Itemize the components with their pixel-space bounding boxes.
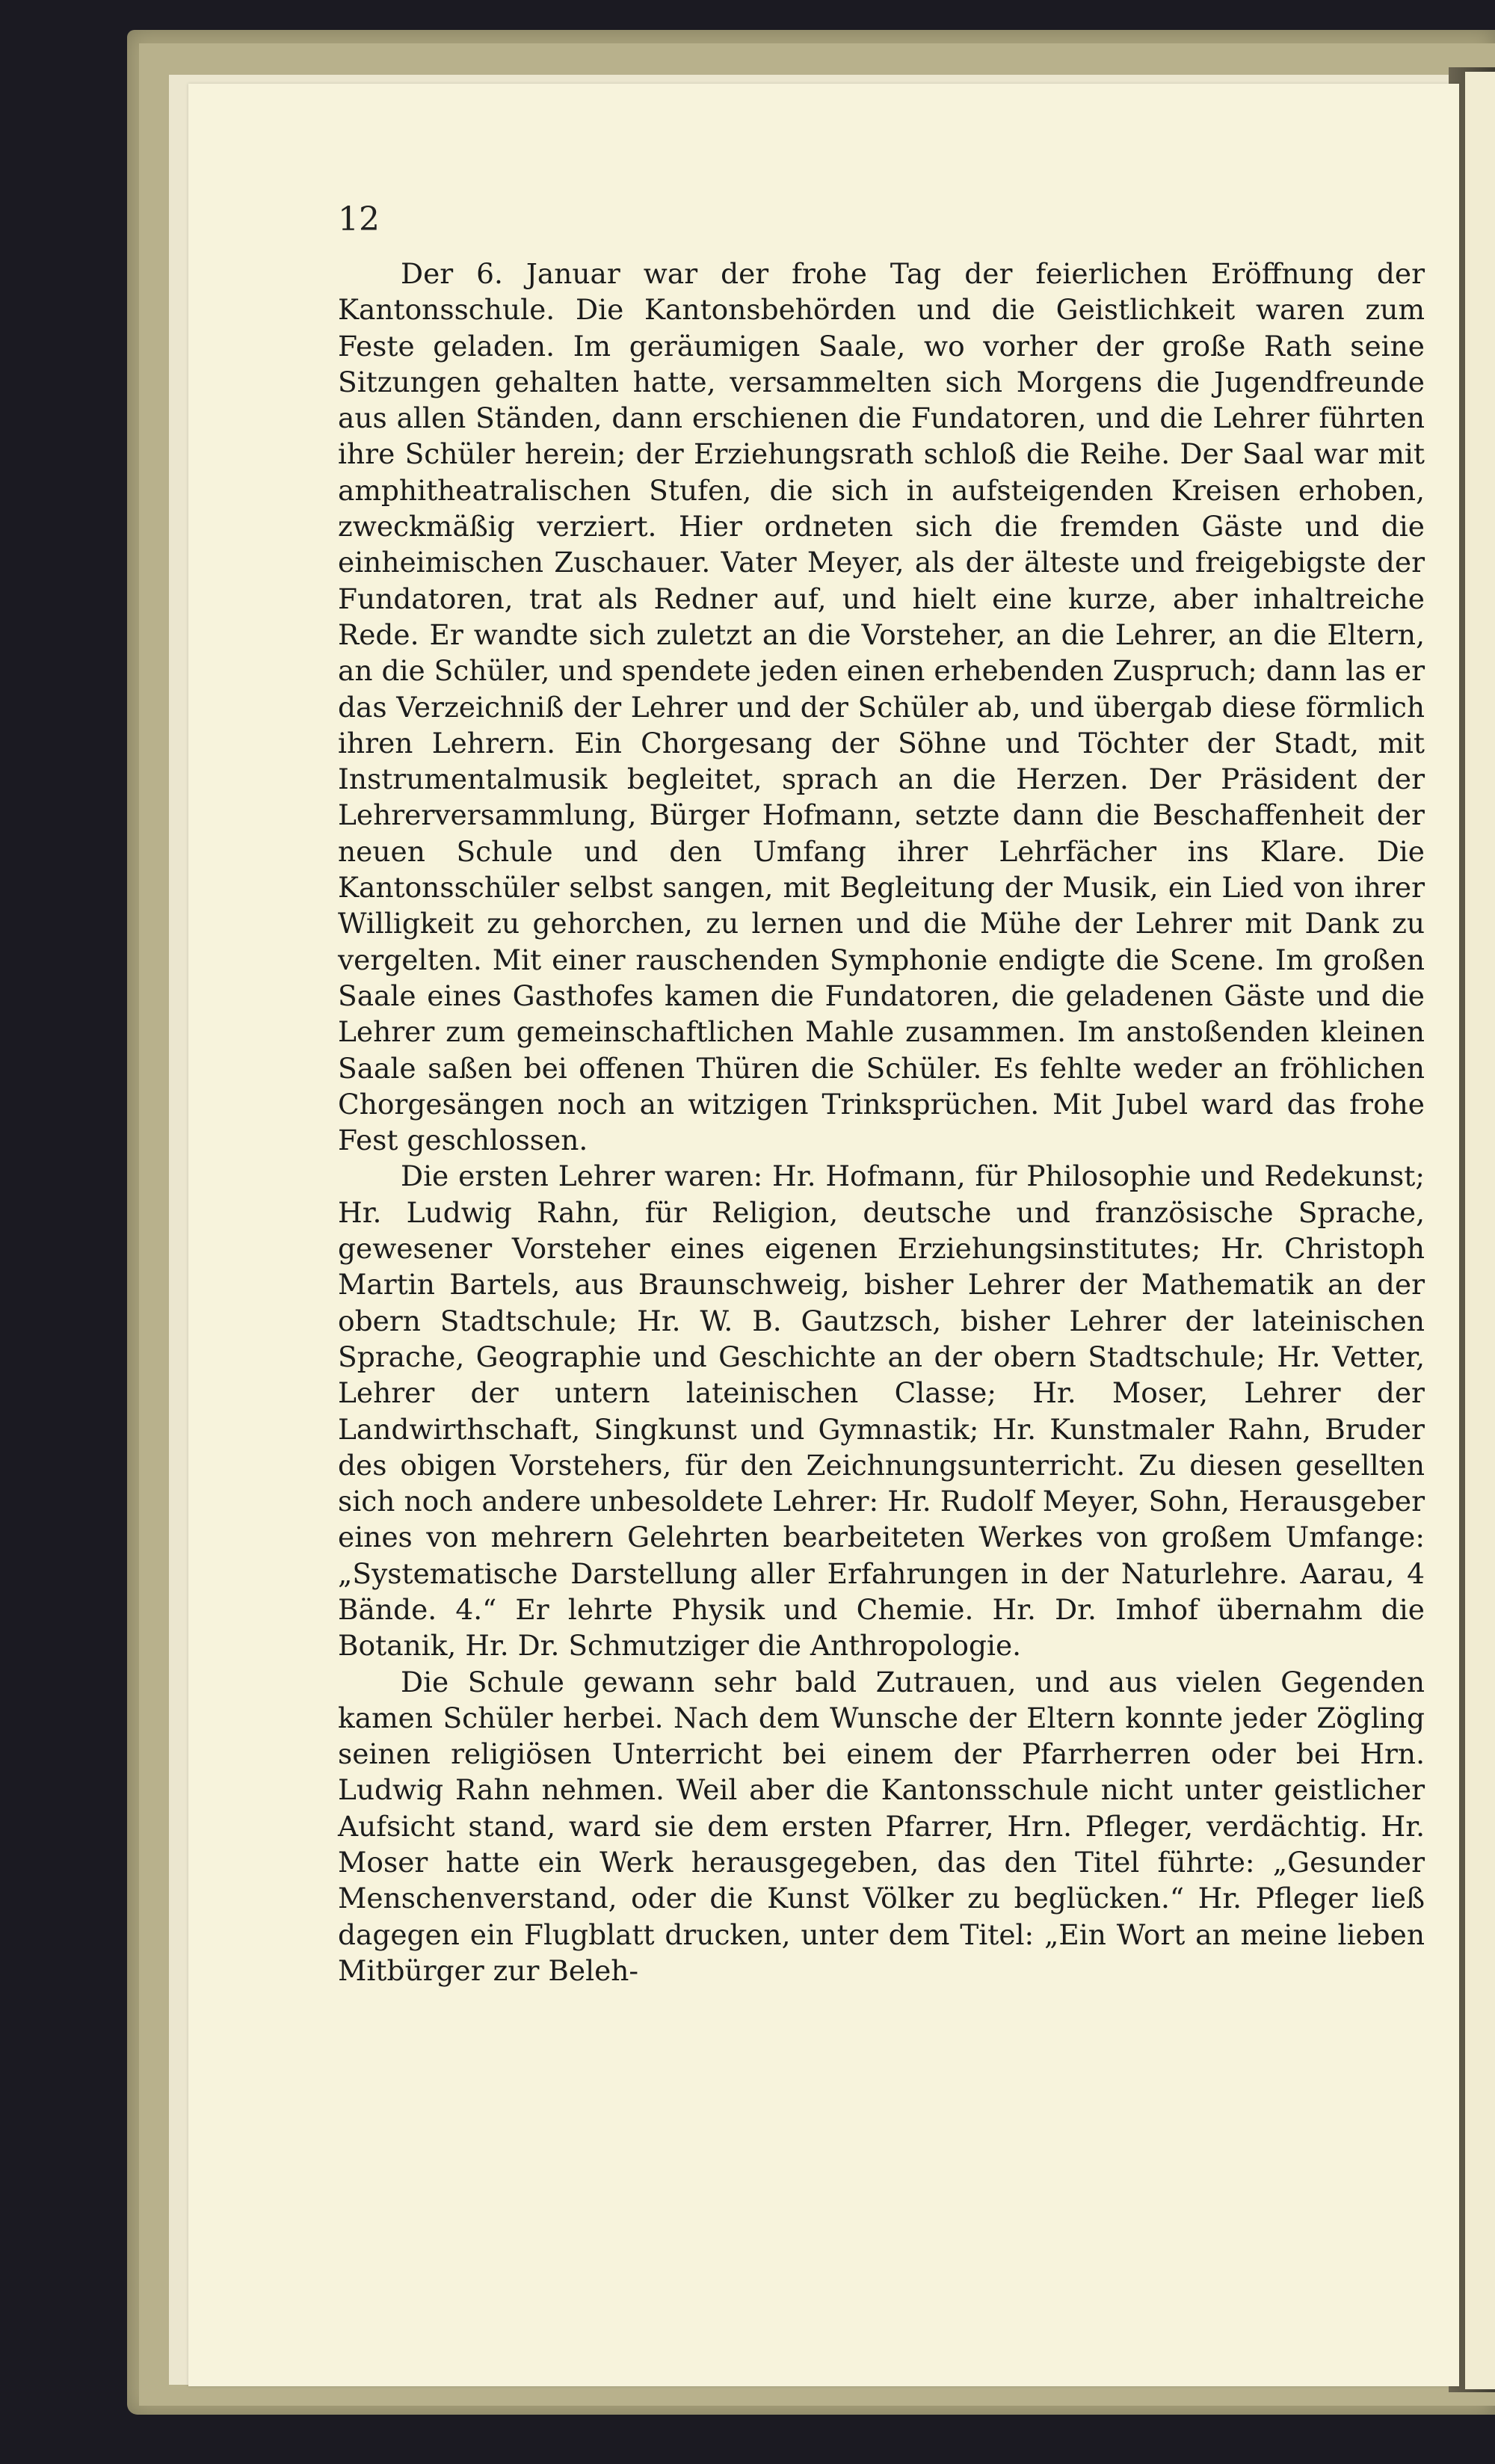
paragraph-school-trust: Die Schule gewann sehr bald Zutrauen, und aus vielen Gegenden kamen Schüler herbei. Nach dem Wunsche der Eltern konnte jeder Zögling seinen religiösen Unterricht bei einem der Pfarrherren oder bei Hrn. Ludwig Rahn nehmen. Weil aber die Kantonsschule nicht unter geistlicher Aufsicht stand, ward sie dem ersten Pfarrer, Hrn. Pfleger, verdächtig. Hr. Moser hatte ein Werk herausgegeben, das den Titel führte: „Gesunder Menschenverstand, oder die Kunst Völker zu beglücken.“ Hr. Pfleger ließ dagegen ein Flugblatt drucken, unter dem Titel: „Ein Wort an meine lieben Mitbürger zur Beleh- [338, 1665, 1425, 1987]
facing-page-edge [1465, 72, 1495, 2389]
page-number: 12 [338, 200, 380, 238]
page-text [338, 256, 1425, 1989]
paragraph-first-teachers: Die ersten Lehrer waren: Hr. Hofmann, für Philosophie und Redekunst; Hr. Ludwig Rahn, für Religion, deutsche und französische Sprache, gewesener Vorsteher eines eigenen Erziehungsinstitutes; Hr. Christoph Martin Bartels, aus Braunschweig, bisher Lehrer der Mathematik an der obern Stadtschule; Hr. W. B. Gautzsch, bisher Lehrer der lateinischen Sprache, Geographie und Geschichte an der obern Stadtschule; Hr. Vetter, Lehrer der untern lateinischen Classe; Hr. Moser, Lehrer der Landwirthschaft, Singkunst und Gymnastik; Hr. Kunstmaler Rahn, Bruder des obigen Vorstehers, für den Zeichnungsunterricht. Zu diesen gesellten sich noch andere unbesoldete Lehrer: Hr. Rudolf Meyer, Sohn, Herausgeber eines von mehrern Gelehrten bearbeiteten Werkes von großem Umfange: „Systematische Darstellung aller Erfahrungen in der Naturlehre. Aarau, 4 Bände. 4.“ Er lehrte Physik und Chemie. Hr. Dr. Imhof übernahm die Botanik, Hr. Dr. Schmutziger die Anthropologie. [338, 1159, 1425, 1663]
paragraph-opening-ceremony: Der 6. Januar war der frohe Tag der feierlichen Eröffnung der Kantonsschule. Die Kantonsbehörden und die Geistlichkeit waren zum Feste geladen. Im geräumigen Saale, wo vorher der große Rath seine Sitzungen gehalten hatte, versammelten sich Morgens die Jugendfreunde aus allen Ständen, dann erschienen die Fundatoren, und die Lehrer führten ihre Schüler herein; der Erziehungsrath schloß die Reihe. Der Saal war mit amphitheatralischen Stufen, die sich in aufsteigenden Kreisen erhoben, zweckmäßig verziert. Hier ordneten sich die fremden Gäste und die einheimischen Zuschauer. Vater Meyer, als der älteste und freigebigste der Fundatoren, trat als Redner auf, und hielt eine kurze, aber inhaltreiche Rede. Er wandte sich zuletzt an die Vorsteher, an die Lehrer, an die Eltern, an die Schüler, und spendete jeden einen erhebenden Zuspruch; dann las er das Verzeichniß der Lehrer und der Schüler ab, und übergab diese förmlich ihren Lehrern. Ein Chorgesang der Söhne und Töchter der Stadt, mit Instrumentalmusik begleitet, sprach an die Herzen. Der Präsident der Lehrerversammlung, Bürger Hofmann, setzte dann die Beschaffenheit der neuen Schule und den Umfang ihrer Lehrfächer ins Klare. Die Kantonsschüler selbst sangen, mit Begleitung der Musik, ein Lied von ihrer Willigkeit zu gehorchen, zu lernen und die Mühe der Lehrer mit Dank zu vergelten. Mit einer rauschenden Symphonie endigte die Scene. Im großen Saale eines Gasthofes kamen die Fundatoren, die geladenen Gäste und die Lehrer zum gemeinschaftlichen Mahle zusammen. Im anstoßenden kleinen Saale saßen bei offenen Thüren die Schüler. Es fehlte weder an fröhlichen Chorgesängen noch an witzigen Trinksprüchen. Mit Jubel ward das frohe Fest geschlossen. [338, 257, 1425, 1157]
